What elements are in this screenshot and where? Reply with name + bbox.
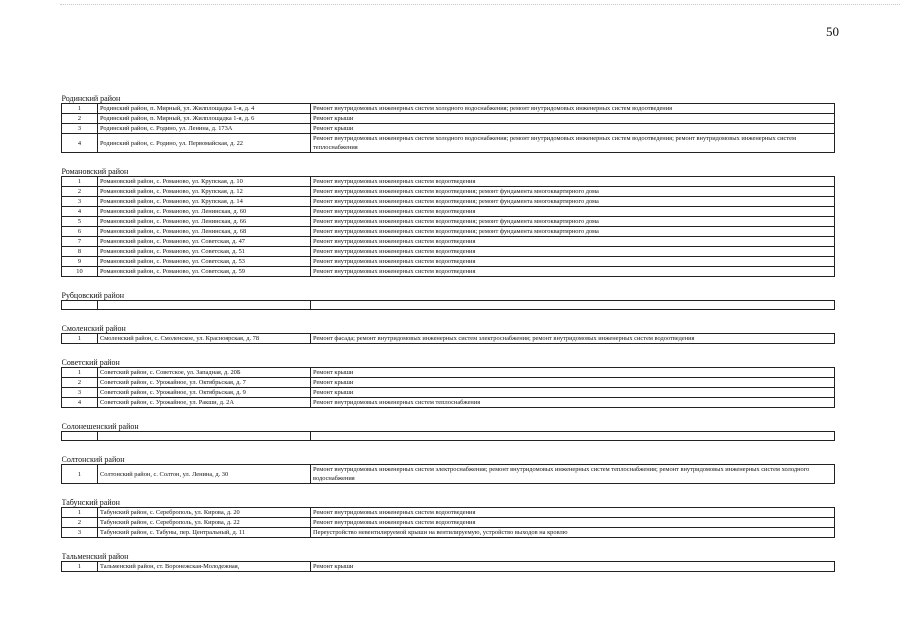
district-name: Солтонский район [62, 455, 835, 465]
district-header [62, 167, 835, 177]
section-gap [62, 408, 835, 423]
row-address: Романовский район, с. Романово, ул. Ленинская, д. 68 [98, 227, 311, 237]
district-header [62, 324, 835, 334]
row-address: Родинский район, п. Мирный, ул. Жилплощадка 1-я, д. 4 [98, 104, 311, 114]
table-row [62, 528, 835, 538]
district-header [62, 455, 835, 465]
row-address: Табунский район, с. Сереброполь, ул. Кирова, д. 20 [98, 508, 311, 518]
row-number: 1 [62, 368, 98, 378]
district-header [62, 422, 835, 432]
table-row [62, 562, 835, 572]
table-row [62, 124, 835, 134]
table-row [62, 247, 835, 257]
row-works: Ремонт крыши [311, 114, 835, 124]
row-works: Ремонт внутридомовых инженерных систем водоотведения; ремонт фундамента многоквартирного дома [311, 187, 835, 197]
row-address [98, 301, 311, 310]
row-number: 3 [62, 197, 98, 207]
row-works: Ремонт внутридомовых инженерных систем холодного водоснабжения; ремонт внутридомовых инженерных систем водоотведения [311, 104, 835, 114]
row-address: Советский район, с. Урожайное, ул. Октябрьская, д. 9 [98, 388, 311, 398]
row-number: 2 [62, 378, 98, 388]
scan-top-edge [60, 4, 900, 5]
row-address: Родинский район, п. Мирный, ул. Жилплощадка 1-я, д. 6 [98, 114, 311, 124]
row-number: 5 [62, 217, 98, 227]
row-works: Ремонт внутридомовых инженерных систем водоотведения [311, 257, 835, 267]
row-works: Ремонт крыши [311, 368, 835, 378]
row-number: 4 [62, 134, 98, 153]
repair-table-body [62, 94, 835, 572]
table-row [62, 237, 835, 247]
row-number: 1 [62, 562, 98, 572]
row-address: Табунский район, с. Сереброполь, ул. Кирова, д. 22 [98, 518, 311, 528]
table-row [62, 177, 835, 187]
row-address: Родинский район, с. Родино, ул. Первомайская, д. 22 [98, 134, 311, 153]
section-gap [62, 153, 835, 168]
row-address: Романовский район, с. Романово, ул. Советская, д. 51 [98, 247, 311, 257]
row-address [98, 432, 311, 441]
row-works: Ремонт внутридомовых инженерных систем водоотведения [311, 508, 835, 518]
district-name: Смоленский район [62, 324, 835, 334]
district-name: Тальменский район [62, 552, 835, 562]
table-row [62, 378, 835, 388]
row-address: Советский район, с. Урожайное, ул. Октябрьская, д. 7 [98, 378, 311, 388]
row-number: 10 [62, 267, 98, 277]
row-works: Ремонт внутридомовых инженерных систем водоотведения; ремонт фундамента многоквартирного дома [311, 217, 835, 227]
section-gap [62, 277, 835, 292]
row-works: Ремонт крыши [311, 124, 835, 134]
row-number: 1 [62, 104, 98, 114]
row-number [62, 432, 98, 441]
row-address: Табунский район, с. Табуны, пер. Центральный, д. 11 [98, 528, 311, 538]
row-address: Романовский район, с. Романово, ул. Ленинская, д. 66 [98, 217, 311, 227]
row-works: Ремонт внутридомовых инженерных систем водоотведения [311, 207, 835, 217]
row-address: Романовский район, с. Романово, ул. Советская, д. 53 [98, 257, 311, 267]
row-works: Ремонт внутридомовых инженерных систем водоотведения [311, 177, 835, 187]
row-number: 4 [62, 207, 98, 217]
table-row [62, 508, 835, 518]
repair-table [61, 94, 835, 572]
table-row [62, 207, 835, 217]
table-row [62, 217, 835, 227]
row-address: Романовский район, с. Романово, ул. Ленинская, д. 60 [98, 207, 311, 217]
row-works: Ремонт внутридомовых инженерных систем водоотведения; ремонт фундамента многоквартирного дома [311, 197, 835, 207]
district-name: Рубцовский район [62, 291, 835, 301]
row-number: 2 [62, 518, 98, 528]
district-header [62, 498, 835, 508]
section-gap [62, 310, 835, 325]
page-number: 50 [826, 24, 839, 39]
district-header [62, 94, 835, 104]
table-row [62, 368, 835, 378]
row-works: Переустройство невентилируемой крыши на вентилируемую, устройство выходов на кровлю [311, 528, 835, 538]
row-number: 3 [62, 528, 98, 538]
row-number: 1 [62, 177, 98, 187]
row-address: Романовский район, с. Романово, ул. Крупская, д. 10 [98, 177, 311, 187]
row-number: 1 [62, 465, 98, 484]
row-works: Ремонт внутридомовых инженерных систем водоотведения; ремонт фундамента многоквартирного дома [311, 227, 835, 237]
row-number: 6 [62, 227, 98, 237]
row-address: Солтонский район, с. Солтон, ул. Ленина, д. 30 [98, 465, 311, 484]
row-works: Ремонт крыши [311, 378, 835, 388]
district-name: Советский район [62, 358, 835, 368]
row-number: 1 [62, 334, 98, 344]
row-works [311, 301, 835, 310]
row-address: Романовский район, с. Романово, ул. Крупская, д. 12 [98, 187, 311, 197]
row-works: Ремонт крыши [311, 562, 835, 572]
row-number: 8 [62, 247, 98, 257]
table-row [62, 301, 835, 310]
section-gap [62, 441, 835, 456]
repair-list-document [61, 94, 834, 572]
row-works: Ремонт внутридомовых инженерных систем холодного водоснабжения; ремонт внутридомовых инженерных систем водоотведения; ремонт внутридомовых инженерных систем теплоснабжения [311, 134, 835, 153]
table-row [62, 518, 835, 528]
table-row [62, 465, 835, 484]
row-works: Ремонт внутридомовых инженерных систем теплоснабжения [311, 398, 835, 408]
row-address: Романовский район, с. Романово, ул. Советская, д. 47 [98, 237, 311, 247]
row-address: Советский район, с. Советское, ул. Западная, д. 20Б [98, 368, 311, 378]
row-works: Ремонт фасада; ремонт внутридомовых инженерных систем электроснабжения; ремонт внутридомовых инженерных систем водоотведения [311, 334, 835, 344]
table-row [62, 388, 835, 398]
section-gap [62, 538, 835, 553]
table-row [62, 257, 835, 267]
table-row [62, 334, 835, 344]
row-works: Ремонт крыши [311, 388, 835, 398]
row-number: 3 [62, 124, 98, 134]
table-row [62, 114, 835, 124]
section-gap [62, 344, 835, 359]
district-header [62, 552, 835, 562]
row-number: 2 [62, 187, 98, 197]
district-header [62, 291, 835, 301]
district-name: Табунский район [62, 498, 835, 508]
table-row [62, 187, 835, 197]
row-works: Ремонт внутридомовых инженерных систем водоотведения [311, 267, 835, 277]
table-row [62, 227, 835, 237]
district-header [62, 358, 835, 368]
row-number: 9 [62, 257, 98, 267]
table-row [62, 398, 835, 408]
row-works: Ремонт внутридомовых инженерных систем электроснабжения; ремонт внутридомовых инженерных систем теплоснабжения; ремонт внутридомовых инженерных систем холодного водоснабжения [311, 465, 835, 484]
district-name: Родинский район [62, 94, 835, 104]
section-gap [62, 484, 835, 499]
row-number: 1 [62, 508, 98, 518]
table-row [62, 432, 835, 441]
row-number: 4 [62, 398, 98, 408]
table-row [62, 197, 835, 207]
row-number: 2 [62, 114, 98, 124]
table-row [62, 104, 835, 114]
row-address: Романовский район, с. Романово, ул. Советская, д. 59 [98, 267, 311, 277]
row-address: Смоленский район, с. Смоленское, ул. Красноярская, д. 78 [98, 334, 311, 344]
district-name: Романовский район [62, 167, 835, 177]
table-row [62, 134, 835, 153]
row-address: Тальменский район, ст. Воронежская-Молодежная, [98, 562, 311, 572]
row-works: Ремонт внутридомовых инженерных систем водоотведения [311, 518, 835, 528]
row-works: Ремонт внутридомовых инженерных систем водоотведения [311, 237, 835, 247]
table-row [62, 267, 835, 277]
row-address: Советский район, с. Урожайное, ул. Ракши, д. 2А [98, 398, 311, 408]
row-number: 3 [62, 388, 98, 398]
row-address: Родинский район, с. Родино, ул. Ленина, д. 173А [98, 124, 311, 134]
row-works [311, 432, 835, 441]
row-address: Романовский район, с. Романово, ул. Крупская, д. 14 [98, 197, 311, 207]
district-name: Солонешенский район [62, 422, 835, 432]
row-number [62, 301, 98, 310]
row-number: 7 [62, 237, 98, 247]
row-works: Ремонт внутридомовых инженерных систем водоотведения [311, 247, 835, 257]
